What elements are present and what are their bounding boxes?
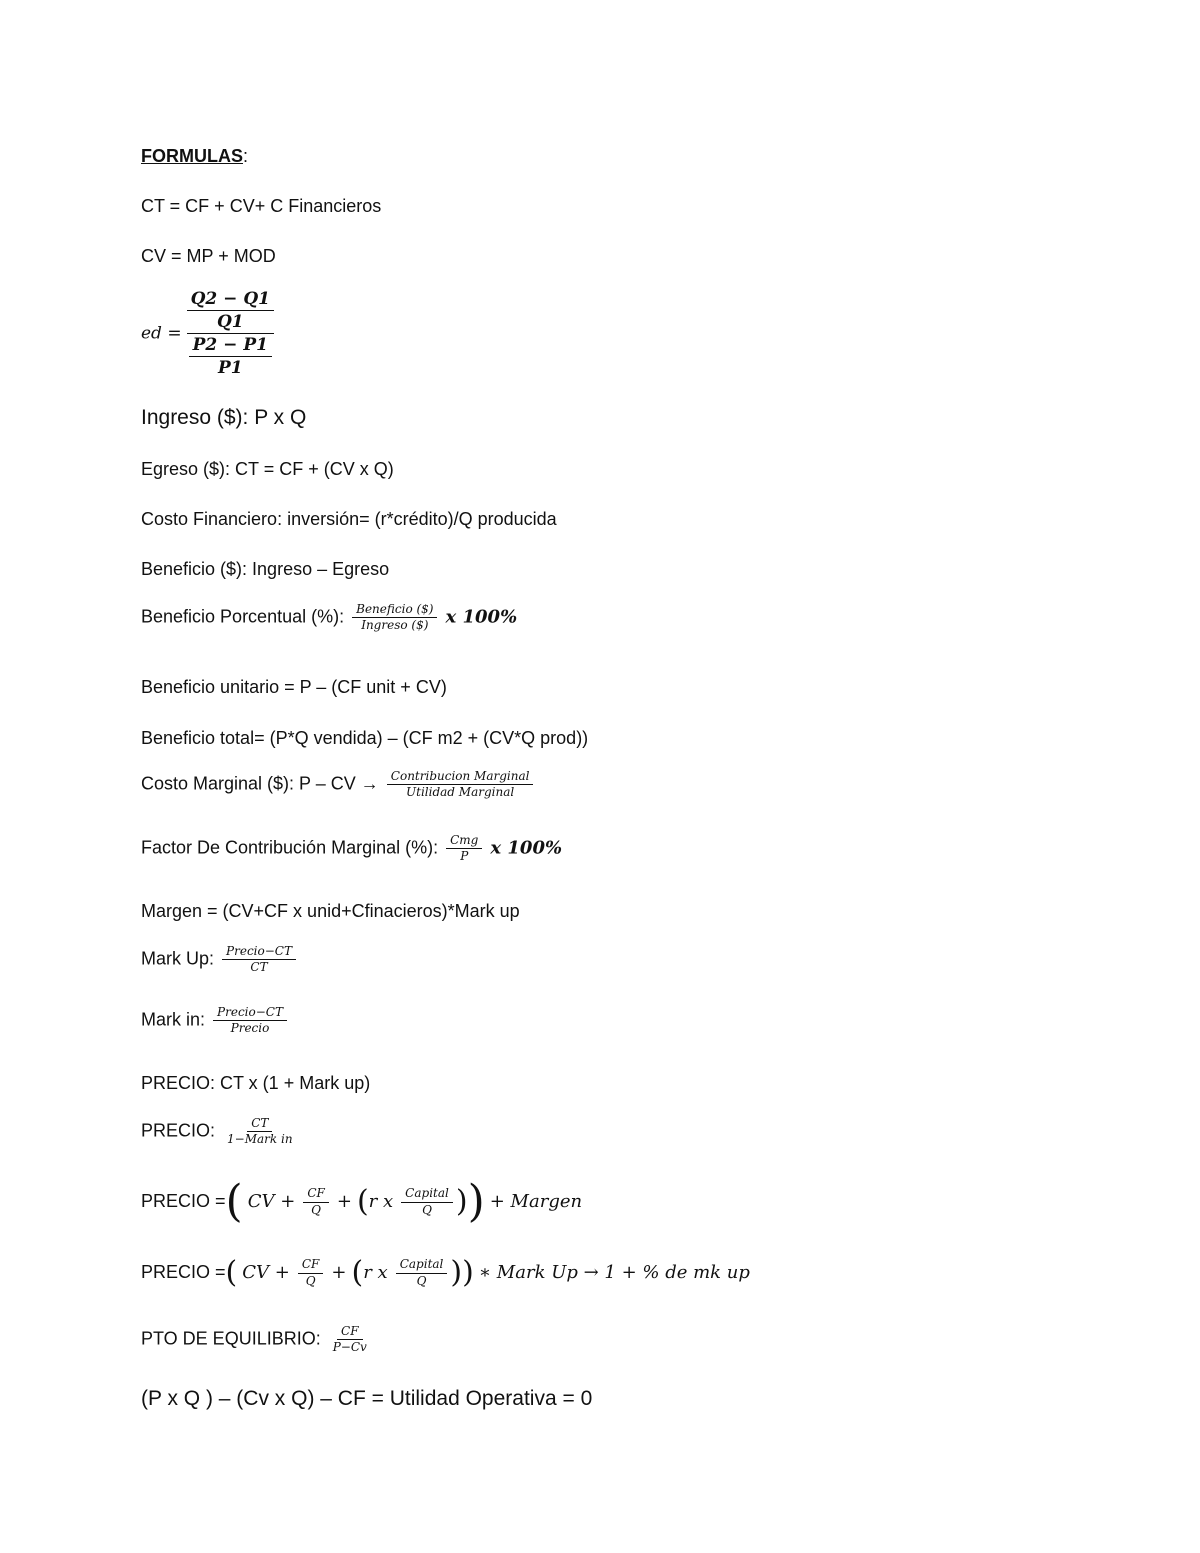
formula-punto-equilibrio: PTO DE EQUILIBRIO: $\frac{CF}{P-Cv}$: [141, 1324, 367, 1355]
formula-precio-4: PRECIO =( CV + $\frac{CF}{Q}$ + (r x $\frac{\text{Capital}}{Q}$ )) ∗ Mark Up → 1 + % de mk up: [141, 1255, 750, 1290]
formula-mark-in: Mark in: $\frac{\text{Precio−CT}}{\text{Precio}}$: [141, 1006, 290, 1035]
formula-costo-variable: CV = MP + MOD: [141, 246, 276, 266]
formula-precio-1: PRECIO: CT x (1 + Mark up): [141, 1073, 371, 1093]
formula-precio-2: PRECIO: $\frac{CT}{\text{1−Mark in}}$: [141, 1116, 293, 1147]
formula-ingreso: Ingreso ($): P x Q: [141, 406, 307, 429]
formula-costo-financiero: Costo Financiero: inversión= (r*crédito)/Q producida: [141, 509, 557, 529]
formula-precio-3: PRECIO =( CV + $\frac{CF}{Q}$ + (r x $\frac{\text{Capital}}{Q}$ )) + Margen: [141, 1176, 583, 1227]
formula-factor-contribucion: Factor De Contribución Marginal (%): $\frac{\text{Cmg}}{P}$ x 100%: [141, 833, 563, 864]
formula-beneficio-total: Beneficio total= (P*Q vendida) – (CF m2 + (CV*Q prod)): [141, 728, 589, 748]
formula-egreso: Egreso ($): CT = CF + (CV x Q): [141, 459, 394, 479]
formula-costo-marginal: Costo Marginal ($): P – CV → $\frac{\text{Contribucion Marginal}}{\text{Utilidad Marginal}}$: [141, 770, 536, 799]
formula-mark-up: Mark Up: $\frac{\text{Precio−CT}}{CT}$: [141, 945, 299, 974]
formula-costo-total: CT = CF + CV+ C Financieros: [141, 196, 382, 216]
formula-utilidad-operativa: (P x Q ) – (Cv x Q) – CF = Utilidad Operativa = 0: [141, 1387, 593, 1410]
formula-beneficio-porcentual: Beneficio Porcentual (%): $\frac{\text{Beneficio (\$)}}{\text{Ingreso (\$)}}$ x 100%: [141, 602, 518, 633]
page-title: FORMULAS:: [141, 146, 249, 166]
formula-beneficio: Beneficio ($): Ingreso – Egreso: [141, 559, 390, 579]
formula-margen: Margen = (CV+CF x unid+Cfinacieros)*Mark up: [141, 901, 520, 921]
formula-elasticidad: ed = Q2 − Q1 Q1 P2 − P1 P1: [141, 288, 274, 379]
formula-beneficio-unitario: Beneficio unitario = P – (CF unit + CV): [141, 677, 447, 697]
